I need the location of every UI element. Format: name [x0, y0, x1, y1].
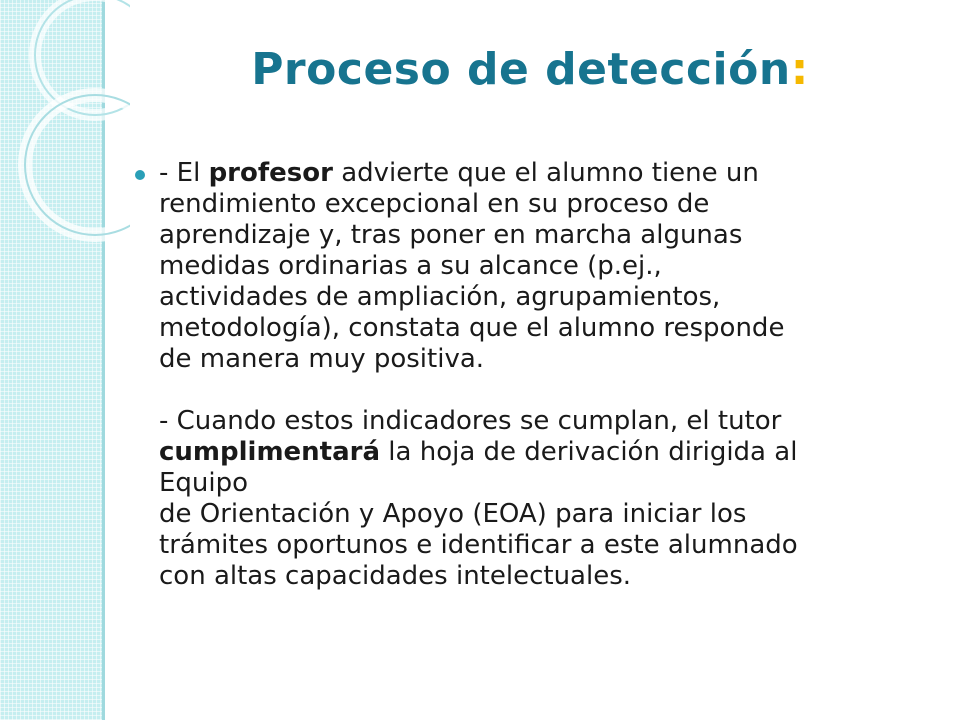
title-colon: : [790, 44, 809, 95]
text-line: Equipo [159, 468, 249, 498]
text-line [159, 437, 935, 468]
title-text: Proceso de detección [251, 44, 791, 95]
text-line: aprendizaje y, tras poner en marcha algunas [159, 220, 743, 250]
decorative-rings-icon [0, 0, 130, 260]
text-line: de Orientación y Apoyo (EOA) para iniciar los [159, 499, 747, 529]
text-line: metodología), constata que el alumno responde [159, 313, 785, 343]
text-span: - El [159, 158, 209, 188]
bold-word-cumplimentara: cumplimentará [159, 437, 381, 467]
text-line: con altas capacidades intelectuales. [159, 561, 632, 591]
text-span: advierte que el alumno tiene un [332, 158, 759, 188]
text-line: rendimiento excepcional en su proceso de [159, 189, 710, 219]
bullet-content [135, 158, 935, 592]
bold-word-profesor: profesor [208, 158, 333, 188]
paragraph-1 [159, 158, 935, 375]
text-line: medidas ordinarias a su alcance (p.ej., [159, 251, 662, 281]
text-line: actividades de ampliación, agrupamientos, [159, 282, 721, 312]
text-line [159, 158, 935, 189]
paragraph-2 [159, 406, 935, 592]
text-line: trámites oportunos e identificar a este alumnado [159, 530, 798, 560]
text-line: - Cuando estos indicadores se cumplan, el tutor [159, 406, 782, 436]
text-line: de manera muy positiva. [159, 344, 485, 374]
text-span: la hoja de derivación dirigida al [380, 437, 798, 467]
paragraph-spacer [135, 375, 935, 406]
bullet-dot-icon [135, 170, 145, 180]
slide-title [130, 44, 930, 95]
